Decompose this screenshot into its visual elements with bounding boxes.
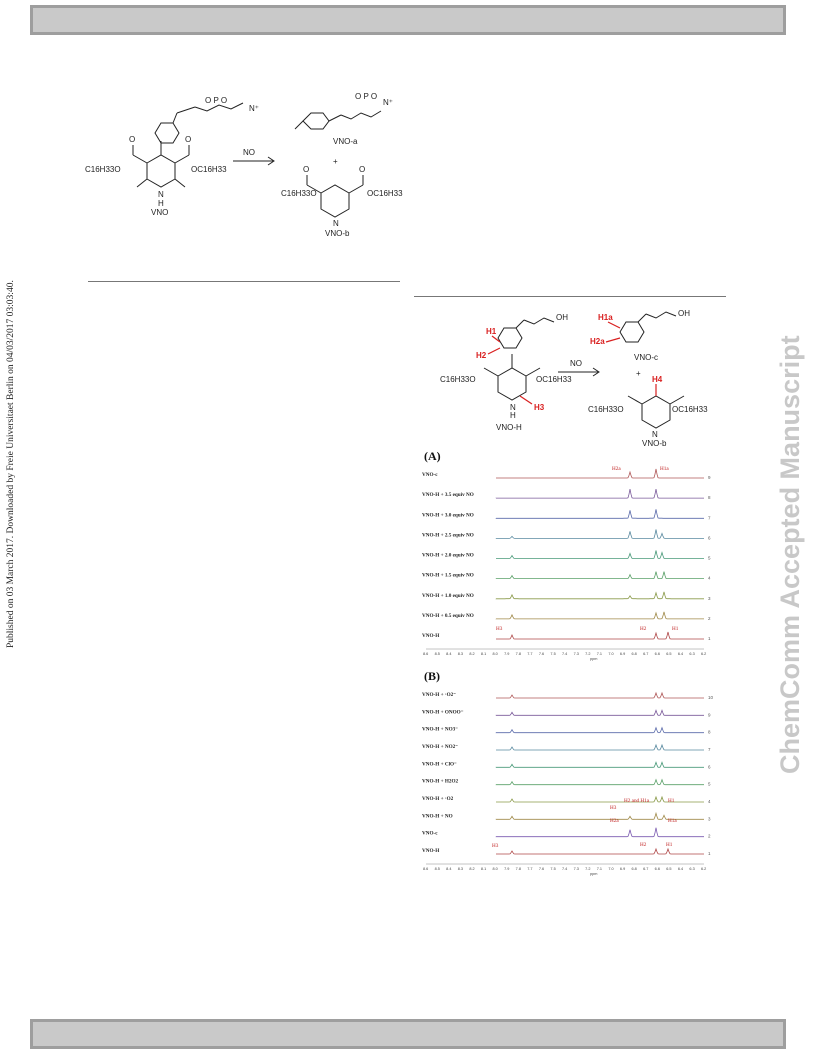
spectrum-a-peak-label: H2a <box>612 466 621 472</box>
spectrum-b-axis-unit: ppm <box>590 872 598 876</box>
vno-ester-left: C16H33O <box>85 165 121 174</box>
spectrum-a-trace-number: 4 <box>708 575 711 581</box>
accepted-manuscript-watermark <box>775 282 805 782</box>
spectrum-a-trace <box>496 632 704 639</box>
spectrum-a-peak-label: H1 <box>672 626 679 632</box>
spectrum-b-axis-tick: 6.3 <box>689 867 695 871</box>
spectrum-a-axis-unit: ppm <box>590 657 598 661</box>
spectrum-a-trace-label: VNO-H + 2.0 equiv NO <box>422 552 474 559</box>
spectrum-b-trace <box>496 828 704 837</box>
scheme-1-plus: + <box>333 157 338 166</box>
vno-ring <box>147 155 175 187</box>
spectrum-b-trace-number: 4 <box>708 799 711 804</box>
spectrum-a-trace <box>496 551 704 559</box>
spectrum-a-trace-label: VNO-H + 3.0 equiv NO <box>422 512 474 519</box>
spectrum-b <box>420 682 716 882</box>
vno-label: VNO <box>151 208 169 217</box>
vno-h-label: VNO-H <box>496 423 522 432</box>
spectrum-a-axis-tick: 7.4 <box>562 652 568 656</box>
spectrum-a-trace-label: VNO-H <box>422 633 440 639</box>
spectrum-a-trace-label: VNO-H + 2.5 equiv NO <box>422 532 474 539</box>
vno-c-phenyl <box>620 322 644 342</box>
spectrum-b-trace <box>496 849 704 854</box>
spectrum-a-trace-label: VNO-c <box>422 472 438 478</box>
spectrum-b-peak-label: H3 <box>492 843 499 849</box>
spectrum-a-trace-label: VNO-H + 1.0 equiv NO <box>422 592 474 599</box>
spectrum-b-peak-label: H3 <box>610 805 617 811</box>
spectrum-b-axis-tick: 8.3 <box>457 867 464 871</box>
svg-text:O P O: O P O <box>355 92 378 101</box>
spectrum-a-axis-tick: 6.7 <box>643 652 649 656</box>
spectrum-b-trace-number: 8 <box>708 729 711 735</box>
spectrum-a-axis-tick: 7.5 <box>550 652 556 656</box>
column-rule-left <box>88 281 400 282</box>
vno-h-oh: OH <box>556 313 568 322</box>
scheme-2-arrow-label: NO <box>570 359 582 368</box>
scheme-1-arrow-label: NO <box>243 148 255 157</box>
h2a-label: H2a <box>590 337 605 346</box>
scheme-1 <box>85 75 415 245</box>
spectrum-b-trace <box>496 710 704 715</box>
spectrum-a <box>420 462 716 667</box>
spectrum-a-axis-tick: 8.3 <box>457 652 464 656</box>
watermark-text: ChemComm Accepted Manuscript <box>775 335 805 774</box>
svg-text:N: N <box>333 219 339 228</box>
spectrum-a-trace-number: 2 <box>708 615 711 621</box>
spectrum-b-plot <box>420 682 716 882</box>
spectrum-b-trace-number: 6 <box>708 764 711 770</box>
vno-b-ester-left: C16H33O <box>281 189 317 198</box>
publication-note-text: Published on 03 March 2017. Downloaded by Freie Universitaet Berlin on 04/03/2017 03:03:40. <box>6 280 16 648</box>
spectrum-a-axis-tick: 7.9 <box>504 652 510 656</box>
spectrum-b-trace-label: VNO-H + NO3⁻ <box>422 726 458 733</box>
spectrum-a-trace <box>496 592 704 599</box>
spectrum-b-trace-label: VNO-H + ONOO⁻ <box>422 709 464 716</box>
vno-a-phenyl <box>303 113 329 129</box>
footer-band <box>30 1019 786 1049</box>
h4-label: H4 <box>652 375 663 384</box>
svg-text:OC16H33: OC16H33 <box>536 375 572 384</box>
h3-label: H3 <box>534 403 545 412</box>
spectrum-a-plot <box>420 462 716 667</box>
spectrum-b-axis-tick: 7.3 <box>573 867 579 871</box>
spectrum-b-trace <box>496 745 704 750</box>
header-band <box>30 5 786 35</box>
spectrum-b-peak-label: H2a <box>610 818 619 824</box>
spectrum-a-axis-tick: 8.2 <box>469 652 475 656</box>
spectrum-a-axis-tick: 6.6 <box>654 652 660 656</box>
vno-c-label: VNO-c <box>634 353 658 362</box>
spectrum-a-trace-label: VNO-H + 3.5 equiv NO <box>422 492 474 499</box>
spectrum-a-trace-number: 7 <box>708 515 711 521</box>
spectrum-b-trace-number: 5 <box>708 781 711 787</box>
vno-b-ring <box>321 185 349 217</box>
vno-h-phenyl <box>498 328 522 348</box>
spectrum-b-axis-tick: 7.9 <box>504 867 510 871</box>
spectrum-a-trace <box>496 572 704 579</box>
spectrum-a-axis-tick: 6.5 <box>666 652 672 656</box>
spectrum-a-axis-tick: 7.1 <box>596 652 603 656</box>
spectrum-b-trace-label: VNO-H + ·O2 <box>422 796 454 802</box>
vno-ester-right: OC16H33 <box>191 165 227 174</box>
scheme-2-drawing <box>440 306 710 448</box>
spectrum-b-axis-tick: 7.5 <box>550 867 556 871</box>
svg-text:N⁺: N⁺ <box>383 98 393 107</box>
spectrum-a-trace-number: 3 <box>708 595 711 601</box>
publication-note <box>6 228 22 648</box>
spectrum-a-axis-tick: 7.2 <box>585 652 591 656</box>
spectrum-b-axis-tick: 8.0 <box>492 867 498 871</box>
spectrum-a-axis-tick: 6.4 <box>677 652 684 656</box>
svg-text:O P O: O P O <box>205 96 228 105</box>
spectrum-b-trace-label: VNO-H + ClO⁻ <box>422 761 457 768</box>
vno-h-ring <box>498 368 526 400</box>
h1-label: H1 <box>486 327 497 336</box>
spectrum-b-axis-tick: 8.5 <box>434 867 440 871</box>
svg-text:N: N <box>158 190 164 199</box>
spectrum-b-axis-tick: 8.4 <box>446 867 452 871</box>
spectrum-b-peak-label: H1 <box>668 798 675 804</box>
svg-text:C16H33O: C16H33O <box>588 405 624 414</box>
vno-b-label-2: VNO-b <box>642 439 667 448</box>
spectrum-b-axis-tick: 6.6 <box>654 867 660 871</box>
spectrum-a-trace-number: 8 <box>708 495 711 501</box>
spectrum-b-axis-tick: 6.4 <box>677 867 684 871</box>
spectrum-b-peak-label: H1 <box>666 842 673 848</box>
vno-c-oh: OH <box>678 309 690 318</box>
spectrum-a-peak-label: H2 <box>640 626 647 632</box>
spectrum-a-trace-label: VNO-H + 1.5 equiv NO <box>422 572 474 579</box>
spectrum-a-axis-tick: 8.5 <box>434 652 440 656</box>
svg-text:O: O <box>303 165 310 174</box>
spectrum-a-trace-number: 6 <box>708 535 711 541</box>
spectrum-b-label: (B) <box>424 669 440 683</box>
spectrum-a-trace-number: 1 <box>708 636 711 641</box>
svg-text:O: O <box>129 135 136 144</box>
spectrum-a-peak-label: H1a <box>660 466 669 472</box>
spectrum-b-axis-tick: 7.6 <box>538 867 545 871</box>
svg-text:OC16H33: OC16H33 <box>672 405 708 414</box>
spectrum-a-axis-tick: 8.1 <box>480 652 487 656</box>
vno-b-ester-right: OC16H33 <box>367 189 403 198</box>
spectrum-b-trace <box>496 780 704 785</box>
spectrum-b-trace-label: VNO-H + ·O2⁻ <box>422 692 456 698</box>
spectrum-a-axis-tick: 8.6 <box>423 652 429 656</box>
spectrum-b-trace <box>496 728 704 733</box>
spectrum-b-trace-number: 2 <box>708 833 711 839</box>
svg-text:C16H33O: C16H33O <box>440 375 476 384</box>
scheme-1-drawing <box>85 75 415 245</box>
spectrum-b-axis-tick: 6.5 <box>666 867 672 871</box>
vno-b-label: VNO-b <box>325 229 350 238</box>
vno-phenyl <box>155 123 179 143</box>
spectrum-b-axis-tick: 7.4 <box>562 867 568 871</box>
spectrum-b-axis-tick: 6.7 <box>643 867 649 871</box>
spectrum-b-axis-tick: 7.8 <box>515 867 521 871</box>
spectrum-a-axis-tick: 7.7 <box>527 652 533 656</box>
h1a-label: H1a <box>598 313 613 322</box>
spectrum-a-axis-tick: 6.8 <box>631 652 637 656</box>
svg-text:H: H <box>510 411 516 420</box>
h2-label: H2 <box>476 351 487 360</box>
svg-text:N: N <box>510 403 516 412</box>
spectrum-a-trace <box>496 529 704 538</box>
spectrum-b-trace-number: 9 <box>708 712 711 718</box>
spectrum-b-trace-label: VNO-H + H2O2 <box>422 778 459 785</box>
vno-a-label: VNO-a <box>333 137 358 146</box>
spectrum-a-trace <box>496 509 704 518</box>
spectrum-b-trace-label: VNO-H <box>422 848 440 854</box>
spectrum-a-trace-number: 9 <box>708 475 711 480</box>
spectrum-b-trace-label: VNO-c <box>422 830 438 837</box>
spectrum-b-trace <box>496 762 704 767</box>
spectrum-b-axis-tick: 6.9 <box>619 867 626 871</box>
spectrum-a-trace-label: VNO-H + 0.5 equiv NO <box>422 612 474 619</box>
spectrum-b-axis-tick: 6.8 <box>631 867 637 871</box>
spectrum-a-axis-tick: 6.3 <box>689 652 695 656</box>
spectrum-b-peak-label: H1a <box>668 818 677 824</box>
scheme-2-plus: + <box>636 369 641 378</box>
svg-text:O: O <box>185 135 192 144</box>
spectrum-a-axis-tick: 8.4 <box>446 652 452 656</box>
spectrum-b-axis-tick: 8.1 <box>480 867 487 871</box>
spectrum-a-trace <box>496 489 704 498</box>
spectrum-a-label: (A) <box>424 449 441 463</box>
spectrum-b-trace-number: 3 <box>708 816 711 822</box>
spectrum-b-axis-tick: 7.7 <box>527 867 533 871</box>
scheme-2 <box>440 306 710 448</box>
spectrum-b-axis-tick: 7.0 <box>608 867 614 871</box>
spectrum-a-axis-tick: 7.3 <box>573 652 579 656</box>
spectrum-b-axis-tick: 7.2 <box>585 867 591 871</box>
spectrum-a-axis-tick: 7.6 <box>538 652 545 656</box>
spectrum-b-peak-label: H2 <box>640 842 647 848</box>
spectrum-a-trace <box>496 612 704 619</box>
spectrum-a-trace <box>496 469 704 478</box>
svg-text:N⁺: N⁺ <box>249 104 259 113</box>
svg-text:O: O <box>359 165 366 174</box>
spectrum-b-axis-tick: 7.1 <box>596 867 603 871</box>
spectrum-b-trace-label: VNO-H + NO2⁻ <box>422 744 458 750</box>
svg-text:H: H <box>158 199 164 208</box>
spectrum-a-axis-tick: 6.9 <box>619 652 626 656</box>
spectrum-b-peak-label: H2 and H1a <box>624 798 650 804</box>
spectrum-a-axis-tick: 8.0 <box>492 652 498 656</box>
spectrum-a-trace-number: 5 <box>708 555 711 561</box>
spectrum-b-trace-label: VNO-H + NO <box>422 813 453 820</box>
spectrum-b-trace-number: 1 <box>708 851 711 856</box>
spectrum-a-axis-tick: 7.8 <box>515 652 521 656</box>
spectrum-b-axis-tick: 6.2 <box>701 867 707 871</box>
vno-b-ring-2 <box>642 396 670 428</box>
column-rule-right <box>414 296 726 297</box>
spectrum-b-axis-tick: 8.2 <box>469 867 475 871</box>
spectrum-b-trace <box>496 693 704 698</box>
svg-text:N: N <box>652 430 658 439</box>
spectrum-b-trace-number: 10 <box>708 695 714 700</box>
spectrum-a-axis-tick: 7.0 <box>608 652 614 656</box>
spectrum-b-trace-number: 7 <box>708 747 711 752</box>
spectrum-a-peak-label: H3 <box>496 626 503 632</box>
spectrum-a-axis-tick: 6.2 <box>701 652 707 656</box>
spectrum-b-axis-tick: 8.6 <box>423 867 429 871</box>
